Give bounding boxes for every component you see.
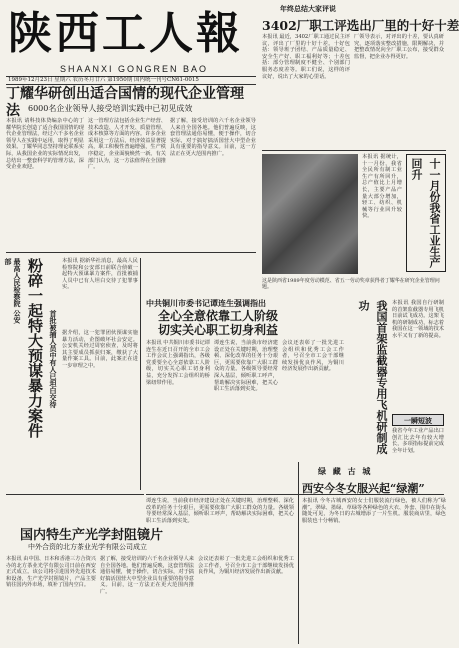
vertical-headline-industry: 十一月份我省工业生产回升 — [406, 154, 446, 272]
divider — [298, 462, 299, 644]
middle-kicker: 中共铜川市委书记谭连生强调指出 — [146, 298, 266, 308]
short-news-badge: 一瞬短波 — [392, 414, 444, 426]
middle-text-c: 会议还表彰了一批先进工会组织和优秀工会工作者，号召全市工会干部继续发扬优良作风，为铜川经济发展作出新贡献。 — [282, 340, 344, 373]
aircraft-text: 本报讯 我国自行研制的首架监截器专用飞机日前试飞成功。这架飞机的研制成功，标志着我国在这一领域的技术水平又有了新的提高。 — [392, 300, 444, 339]
bottom-right-text: 本报讯 今冬古城西安的女士们服装流行绿色，被人们称为“绿潮”。翠绿、墨绿、草绿等各种绿色的大衣、外套、围巾在街头随处可见，为冬日的古城增添了一片生机。服装商店里，绿色服装也十分畅销。 — [302, 498, 446, 524]
bottom-right-headline: 西安今冬女服兴起“绿潮” — [302, 482, 425, 495]
short-news-text: 我省今年工业产品出口创汇比去年有较大增长，多项指标提前完成全年计划。 — [392, 428, 444, 454]
vertical-headline-aircraft: 我国首架监截器专用飞机研制成功 — [357, 300, 388, 454]
lead-subheadline: 6000名企业领导人接受培训实践中已初见成效 — [28, 104, 193, 113]
series-label: 年终总结大家评说 — [280, 4, 336, 13]
photo-caption: 这是陕西省1989年度劳动模范、省五一劳动奖章获得者丁耀华在研究企业管理问题。 — [262, 278, 440, 291]
left-kicker: 最高人民检察院 公安部 — [4, 258, 22, 324]
news-photo — [262, 154, 358, 274]
divider — [6, 252, 256, 253]
issue-line: 1989年12月23日 星期六 农历冬月廿六 第1950期 国内统一刊号CN61-0015 — [6, 76, 256, 85]
lead-text-c: 据了解，接受培训的六千名企业领导人来自全国各地。他们普遍反映，这套管理法通俗易懂，便于操作，切合实际，对于搞好搞活国营大中型企业具有重要的指导意义。目前，这一方法正在更大范围内推广。 — [170, 118, 256, 157]
bottom-right-kicker: 绿 藏 古 城 — [318, 466, 373, 476]
industry-text: 本报讯 据统计，十一月份，我省全民所有制工业生产有所回升，总产值比上月增长，主要产品产量大部分增加，轻工、纺织、机械等行业回升较快。 — [362, 154, 402, 220]
lead-text-b: 这一管理方法包括企业生产经营、技术改造、人才开发、质量管理、成本核算等方面的内容。许多企业采用这一方法后，经济效益显著提高，职工积极性普遍增强，生产秩序稳定，企业面貌焕然一新。有关部门认为，这一方法值得在全国推广。 — [88, 118, 166, 171]
left-text-a: 本报讯 据新华社消息，最高人民检察院和公安部日前联合侦破一起特大预谋暴力案件，首批被捕人员中已有人坦白交待了犯罪事实。 — [62, 258, 138, 291]
side-article-text-b: 厂领导表示，对评出的十差，要认真研究，逐项落实整改措施，限期解决，并把整改情况向全厂职工公布，接受群众监督，把企业办得更好。 — [354, 34, 444, 60]
divider — [140, 258, 141, 490]
bottom-left-text-c: 会议还表彰了一批先进工会组织和优秀工会工作者，号召全市工会干部继续发扬优良作风，为铜川经济发展作出新贡献。 — [198, 556, 294, 576]
masthead-title: 陕西工人報 — [8, 8, 243, 59]
bottom-left-subheadline: 中外合资的北方茶业光学有限公司成立 — [28, 543, 147, 551]
divider — [6, 494, 144, 495]
bottom-left-headline: 国内特生产光学封阻镜片 — [20, 528, 164, 543]
lead-text-a: 本报讯 请科技体贷编杂中心的丁耀华院长创造了适合我国国情的现代企业管理法，经过六千多名企业领导人在实践中运用，取得了明显效果。丁耀华同志坚持理论联系实际，从我国企业的实际情况出发，总结出一整套科学的管理方法，深受企业欢迎。 — [6, 118, 84, 171]
left-subheadline: 首批被捕人员中有人已坦白交待 — [49, 310, 58, 408]
side-article-text-a: 本报讯 最近，3402厂职工通过民主评议，评出了厂里的十好十差。十好包括：领导班子团结、产品质量稳定、安全生产好、职工福利好等；十差包括：部分管理制度不健全、个别部门服务态度差等。职工们说，这样的评议好，说出了大家的心里话。 — [262, 34, 350, 80]
left-headline: 粉碎一起特大预谋暴力案件 — [26, 258, 44, 438]
bottom-left-text-b: 据了解，接受培训的六千名企业领导人来自全国各地。他们普遍反映，这套管理法通俗易懂，便于操作，切合实际，对于搞好搞活国营大中型企业具有重要的指导意义。目前，这一方法正在更大范围内推广。 — [100, 556, 194, 595]
bottom-left-text-a: 本报讯 由中国、日本和香港三方合资兴办的北方茶业光学有限公司日前在西安正式成立。该公司将引进国外先进技术和设备，生产光学封阻镜片，产品主要销往国内外市场，填补了国内空白。 — [6, 556, 96, 589]
divider — [262, 150, 446, 151]
lead-headline: 丁耀华研创出适合国情的现代企业管理法 — [6, 86, 244, 119]
middle-text-b: 谭连生说，当前我市经济建设正处在关键时期，治理整顿、深化改革的任务十分艰巨，更需要依靠广大职工群众的力量。各级领导要经常深入基层，倾听职工呼声，帮助解决实际困难，把关心职工生活落到实处。 — [214, 340, 278, 393]
middle-headline-b: 切实关心职工切身利益 — [158, 323, 279, 337]
middle-headline-a: 全心全意依靠工人阶级 — [158, 309, 279, 323]
masthead-pinyin: SHAANXI GONGREN BAO — [60, 64, 209, 74]
side-headline: 3402厂职工评选出厂里的十好十差 — [262, 18, 459, 33]
left-text-b: 据介绍，这一犯罪团伙预谋实施暴力活动，企图破坏社会安定。公安机关经过周密侦查，及时将其主要成员抓获归案，缴获了大量作案工具。目前，此案正在进一步审理之中。 — [62, 330, 138, 369]
bottom-middle-text: 谭连生说，当前我市经济建设正处在关键时期，治理整顿、深化改革的任务十分艰巨，更需要依靠广大职工群众的力量。各级领导要经常深入基层，倾听职工呼声，帮助解决实际困难，把关心职工生活落到实处。 — [146, 498, 294, 524]
middle-text-a: 本报讯 中共铜川市委书记谭连生在近日召开的全市工会工作会议上强调指出，各级党委要全心全意依靠工人阶级，切实关心职工切身利益，充分发挥工会组织的桥梁纽带作用。 — [146, 340, 210, 386]
